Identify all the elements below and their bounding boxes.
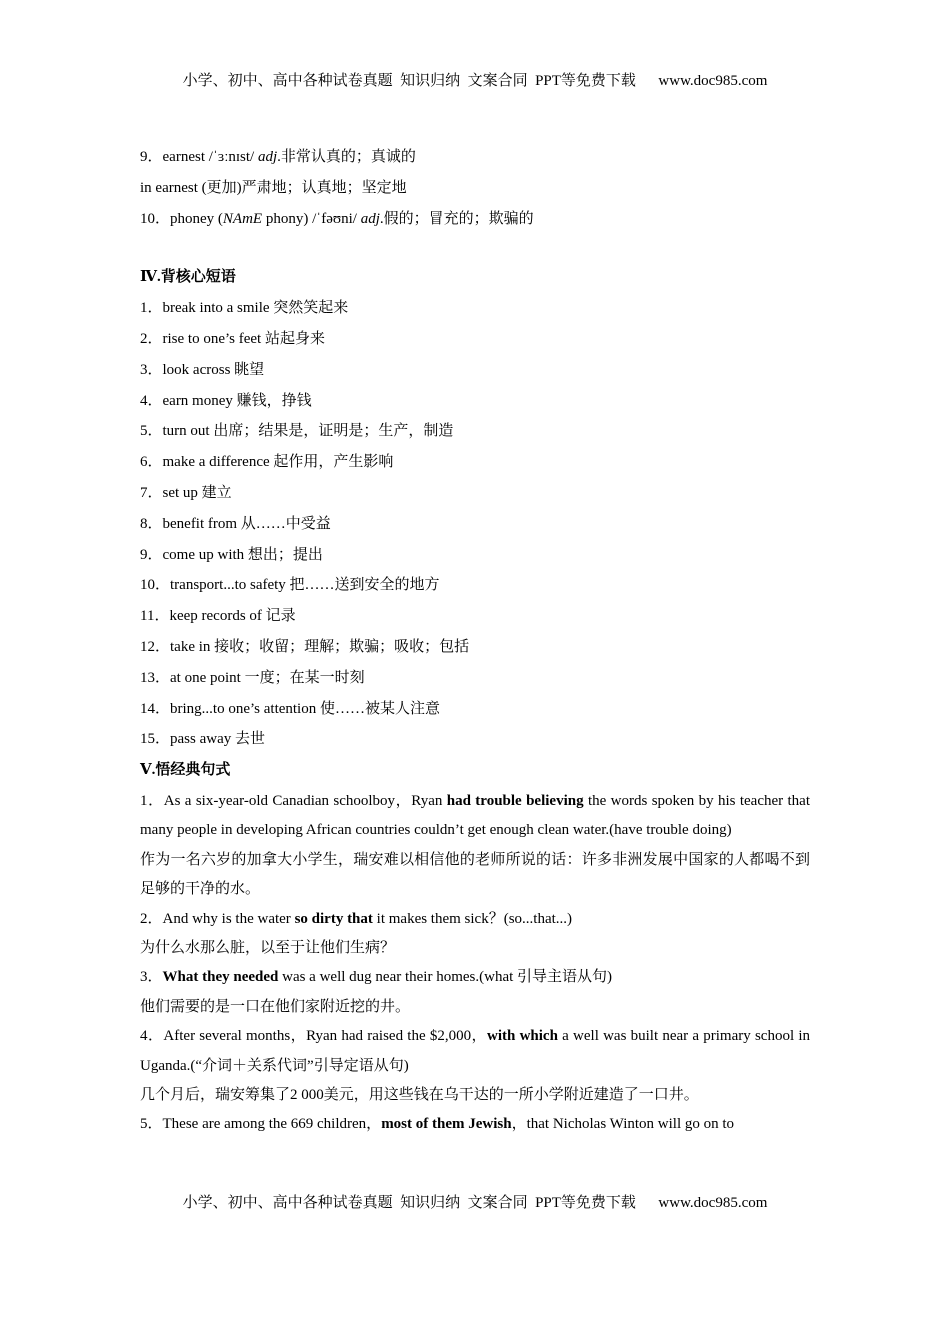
phrase-item: 10．transport...to safety 把……送到安全的地方	[140, 577, 440, 594]
vocab-item-10: 10．phoney (NAmE phony) /ˈfəʊni/ adj.假的；冒充的；欺骗的	[140, 210, 534, 227]
spacer	[140, 234, 810, 262]
phrase-item: 4．earn money 赚钱，挣钱	[140, 392, 312, 409]
page-footer: 小学、初中、高中各种试卷真题 知识归纳 文案合同 PPT等免费下载 www.doc985.com	[182, 1195, 768, 1211]
phrase-item: 7．set up 建立	[140, 484, 232, 501]
phrase-item: 11．keep records of 记录	[140, 608, 296, 625]
section-title-phrases: Ⅳ.背核心短语	[140, 269, 236, 286]
phrase-item: 8．benefit from 从……中受益	[140, 515, 331, 532]
phrase-item: 2．rise to one’s feet 站起身来	[140, 330, 325, 347]
vocab-item-9: 9．earnest /ˈɜːnɪst/ adj.非常认真的；真诚的	[140, 149, 416, 165]
sentence-3-english: 3．What they needed was a well dug near their homes.(what 引导主语从句)	[140, 969, 613, 986]
phrase-item: 9．come up with 想出；提出	[140, 546, 323, 563]
sentence-4-chinese: 几个月后，瑞安筹集了2 000美元，用这些钱在乌干达的一所小学附近建造了一口井。	[140, 1087, 699, 1103]
phrase-item: 13．at one point 一度；在某一时刻	[140, 669, 365, 686]
phrase-item: 14．bring...to one’s attention 使……被某人注意	[140, 700, 440, 717]
sentence-5-english: 5．These are among the 669 children，most of them Jewish，that Nicholas Winton will go on to	[140, 1116, 735, 1133]
sentence-1-chinese: 作为一名六岁的加拿大小学生，瑞安难以相信他的老师所说的话：许多非洲发展中国家的人都喝不到足够的干净的水。	[140, 851, 810, 898]
phrase-item: 1．break into a smile 突然笑起来	[140, 300, 349, 317]
sentence-2-english: 2．And why is the water so dirty that it makes them sick？(so...that...)	[140, 910, 573, 927]
phrase-item: 6．make a difference 起作用，产生影响	[140, 454, 394, 471]
sentence-3-chinese: 他们需要的是一口在他们家附近挖的井。	[140, 998, 411, 1015]
phrase-item: 12．take in 接收；收留；理解；欺骗；吸收；包括	[140, 638, 470, 655]
section-title-sentences: Ⅴ.悟经典句式	[140, 762, 231, 779]
sentence-4-english: 4．After several months，Ryan had raised the $2,000，with which a well was built near a primary school in Uganda.(“介词＋关系代词”引导定语从句)	[140, 1028, 810, 1074]
vocab-item-9-phrase: in earnest (更加)严肃地；认真地；坚定地	[140, 179, 407, 196]
page-header: 小学、初中、高中各种试卷真题 知识归纳 文案合同 PPT等免费下载 www.doc985.com	[182, 73, 768, 89]
sentence-1-english: 1．As a six-year-old Canadian schoolboy，Ryan had trouble believing the words spoken by his teacher that many people in developing African countries couldn’t get enough clean water.(have trouble doing)	[140, 792, 810, 839]
phrase-item: 15．pass away 去世	[140, 731, 265, 748]
sentence-2-chinese: 为什么水那么脏，以至于让他们生病？	[140, 939, 396, 956]
phrase-item: 3．look across 眺望	[140, 361, 265, 378]
phrase-item: 5．turn out 出席；结果是，证明是；生产，制造	[140, 423, 454, 440]
document-body	[140, 142, 810, 1140]
